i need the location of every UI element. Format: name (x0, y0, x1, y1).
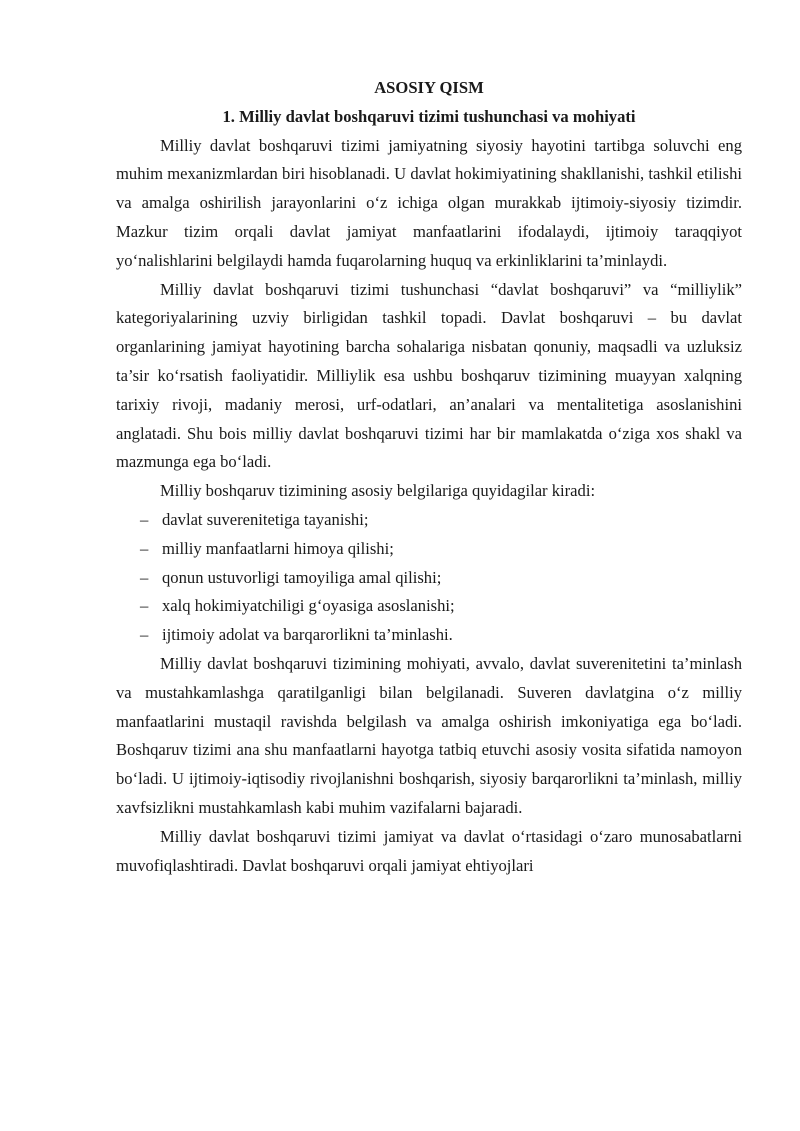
list-dash: – (140, 509, 149, 529)
chapter-title: 1. Milliy davlat boshqaruvi tizimi tushunchasi va mohiyati (222, 106, 636, 126)
list-dash: – (140, 596, 149, 616)
document-page (116, 74, 742, 880)
list-item-text: milliy manfaatlarni himoya qilishi; (162, 538, 394, 558)
list-item-text: qonun ustuvorligi tamoyiliga amal qilishi; (162, 567, 442, 587)
list-item-text: ijtimoiy adolat va barqarorlikni ta’minlashi. (162, 625, 453, 645)
list-item (116, 592, 742, 621)
paragraph-definition: Milliy davlat boshqaruvi tizimi jamiyatning siyosiy hayotini tartibga soluvchi eng muhim mexanizmlardan biri hisoblanadi. U davlat hokimiyatining shakllanishi, tashkil etilishi va amalga oshirilish jarayonlarini o‘z ichiga olgan murakkab ijtimoiy-siyosiy tizimdir. Mazkur tizim orqali davlat jamiyat manfaatlarini ifodalaydi, ijtimoiy taraqqiyot yo‘nalishlarini belgilaydi hamda fuqarolarning huquq va erkinliklarini ta’minlaydi. (116, 135, 742, 270)
list-item (116, 506, 742, 535)
list-item (116, 621, 742, 650)
paragraph-coordination: Milliy davlat boshqaruvi tizimi jamiyat va davlat o‘rtasidagi o‘zaro munosabatlarni muvofiqlashtiradi. Davlat boshqaruvi orqali jamiyat ehtiyojlari (116, 826, 742, 875)
list-item (116, 564, 742, 593)
list-item (116, 535, 742, 564)
list-item-text: xalq hokimiyatchiligi g‘oyasiga asoslanishi; (162, 596, 455, 616)
paragraph-essence: Milliy davlat boshqaruvi tizimining mohiyati, avvalo, davlat suverenitetini ta’minlash va mustahkamlashga qaratilganligi bilan belgilanadi. Suveren davlatgina o‘z milliy manfaatlarini mustaqil ravishda belgilash va amalga oshirish imkoniyatiga ega bo‘ladi. Boshqaruv tizimi ana shu manfaatlarni hayotga tatbiq etuvchi asosiy vosita sifatida namoyon bo‘ladi. U ijtimoiy-iqtisodiy rivojlanishni boshqarish, siyosiy barqarorlikni ta’minlash, milliy xavfsizlikni mustahkamlash kabi muhim vazifalarni bajaradi. (116, 653, 742, 817)
list-dash: – (140, 625, 149, 645)
list-dash: – (140, 538, 149, 558)
list-item-text: davlat suverenitetiga tayanishi; (162, 509, 369, 529)
features-list (116, 506, 742, 650)
paragraph-list-intro: Milliy boshqaruv tizimining asosiy belgilariga quyidagilar kiradi: (160, 481, 596, 501)
section-title: ASOSIY QISM (374, 78, 484, 97)
paragraph-concept: Milliy davlat boshqaruvi tizimi tushunchasi “davlat boshqaruvi” va “milliylik” kategoriyalarining uzviy birligidan tashkil topadi. Davlat boshqaruvi – bu davlat organlarining jamiyat hayotining barcha sohalariga nisbatan qonuniy, maqsadli va uzluksiz ta’sir ko‘rsatish faoliyatidir. Milliylik esa ushbu boshqaruv tizimining muayyan xalqning tarixiy rivoji, madaniy merosi, urf-odatlari, an’analari va mentalitetiga asoslanishini anglatadi. Shu bois milliy davlat boshqaruvi tizimi har bir mamlakatda o‘ziga xos shakl va mazmunga ega bo‘ladi. (116, 279, 742, 472)
list-dash: – (140, 567, 149, 587)
